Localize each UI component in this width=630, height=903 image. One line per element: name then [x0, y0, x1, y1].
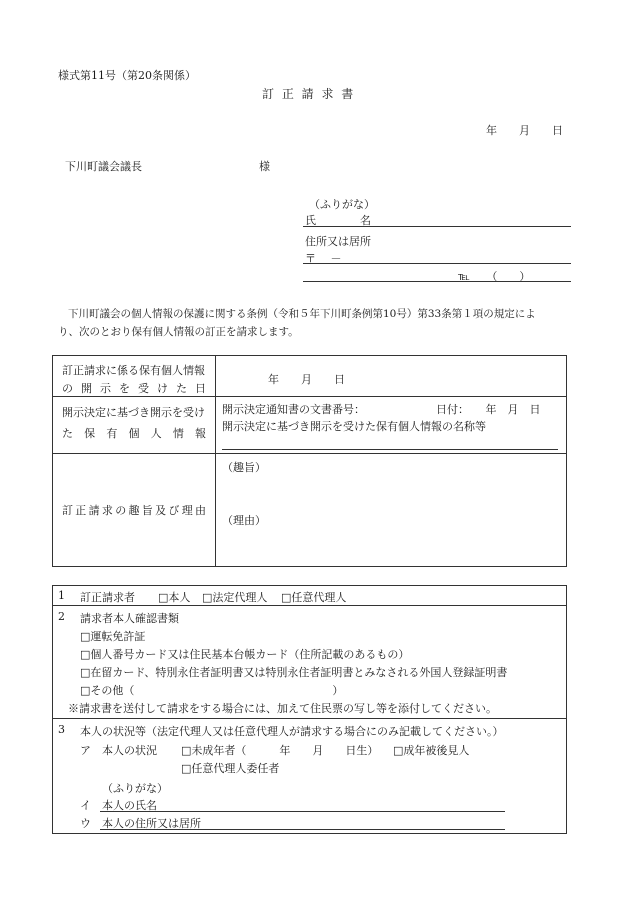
checkbox-mynumber-card[interactable]: □個人番号カード又は住民基本台帳カード（住所記載のあるもの） — [80, 648, 410, 661]
row2-info-name: 開示決定に基づき開示を受けた保有個人情報の名称等 — [222, 420, 486, 433]
principal-address-marker: ウ — [80, 817, 91, 830]
checkbox-residence-card[interactable]: □在留カード、特別永住者証明書又は特別永住者証明書とみなされる外国人登録証明書 — [80, 666, 508, 679]
checkbox-self[interactable]: □本人 — [158, 591, 191, 604]
principal-furigana: （ふりがな） — [102, 782, 168, 795]
principal-name-line[interactable] — [100, 811, 505, 812]
table2-row-divider-2 — [52, 718, 567, 719]
row3-label: 訂正請求の趣旨及び理由 — [62, 504, 206, 517]
row3-reason[interactable]: （理由） — [222, 514, 266, 527]
table1-row-divider-1 — [52, 396, 567, 397]
intro-line-1: 下川町議会の個人情報の保護に関する条例（令和５年下川町条例第10号）第33条第１項の規定によ — [68, 308, 536, 320]
table1-row-divider-2 — [52, 453, 567, 454]
addressee: 下川町議会議長 — [65, 160, 142, 173]
principal-name-marker: イ — [80, 799, 91, 812]
checkbox-adult-ward[interactable]: □成年被後見人 — [393, 744, 470, 757]
section3-label: 本人の状況等（法定代理人又は任意代理人が請求する場合にのみ記載してください。） — [80, 725, 504, 738]
honorific: 様 — [259, 160, 270, 173]
row3-purpose[interactable]: （趣旨） — [222, 461, 266, 474]
checkbox-voluntary-principal[interactable]: □任意代理人委任者 — [181, 762, 280, 775]
requester-furigana: （ふりがな） — [309, 198, 375, 211]
row2-info-name-line[interactable] — [222, 449, 558, 450]
requester-name-label: 氏 名 — [305, 214, 371, 227]
checkbox-voluntary-agent[interactable]: □任意代理人 — [281, 591, 347, 604]
checkbox-drivers-license[interactable]: □運転免許証 — [80, 630, 146, 643]
section2-label: 請求者本人確認書類 — [80, 612, 179, 625]
requester-name-line — [303, 226, 571, 227]
checkbox-other[interactable]: □その他（ ） — [80, 684, 344, 697]
principal-name-label: 本人の氏名 — [102, 799, 157, 812]
requester-address-line — [303, 263, 571, 264]
row2-date[interactable]: 日付： 年 月 日 — [436, 403, 541, 416]
requester-tel-line — [303, 281, 571, 282]
principal-address-label: 本人の住所又は居所 — [102, 817, 201, 830]
requester-tel: ℡ （ ） — [458, 270, 531, 283]
row2-label-a: 開示決定に基づき開示を受け — [62, 406, 205, 419]
intro-line-2: り、次のとおり保有個人情報の訂正を請求します。 — [58, 326, 299, 338]
form-number: 様式第11号（第20条関係） — [58, 69, 196, 82]
section2-number: 2 — [58, 610, 65, 623]
row1-date-field[interactable]: 年 月 日 — [268, 373, 345, 386]
table2-row-divider-1 — [52, 605, 567, 606]
checkbox-legal-agent[interactable]: □法定代理人 — [202, 591, 268, 604]
requester-address-label: 住所又は居所 — [305, 235, 371, 248]
requester-postal: 〒 － — [305, 252, 342, 265]
mail-request-note: ※請求書を送付して請求をする場合には、加えて住民票の写し等を添付してください。 — [68, 702, 497, 715]
row1-label-a: 訂正請求に係る保有個人情報 — [62, 364, 205, 377]
principal-address-line[interactable] — [100, 829, 505, 830]
date-line: 年 月 日 — [486, 124, 563, 137]
checkbox-minor[interactable]: □未成年者（ 年 月 日生） — [181, 744, 379, 757]
row2-doc-number[interactable]: 開示決定通知書の文書番号： — [222, 403, 365, 416]
principal-status-label: ア 本人の状況 — [80, 744, 157, 757]
document-title: 訂 正 請 求 書 — [262, 87, 356, 101]
section1-number: 1 — [58, 589, 65, 602]
table1-column-divider — [215, 355, 216, 567]
section1-label: 訂正請求者 — [80, 591, 135, 604]
row2-label-b: た保有個人情報 — [62, 427, 206, 440]
row1-label-b: の開示を受けた日 — [62, 382, 206, 395]
section3-number: 3 — [58, 723, 65, 736]
